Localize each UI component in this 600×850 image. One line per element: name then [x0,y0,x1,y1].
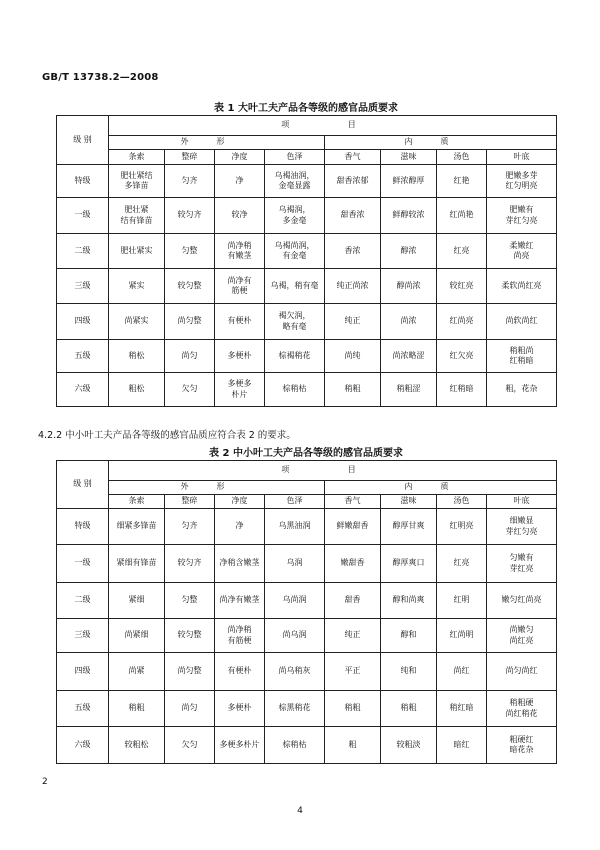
table-cell: 欠匀 [165,727,215,764]
table-cell: 尚乌润 [265,619,325,653]
t1-col-header: 整碎 [165,150,215,165]
table-cell: 粗松 [109,373,165,407]
table-cell: 尚净稍 有嫩茎 [215,234,265,269]
table-cell: 匀嫩有 芽红亮 [487,545,557,583]
table-cell: 较净 [215,198,265,234]
t1-col-header: 叶底 [487,150,557,165]
table-cell: 嫩匀红尚亮 [487,583,557,619]
left-page-number: 2 [42,777,48,787]
table-cell: 肥嫩多芽 红匀明亮 [487,165,557,198]
table-cell: 较粗淡 [381,727,437,764]
table-cell: 红明亮 [437,509,487,545]
table-cell: 净 [215,165,265,198]
t1-col-header: 香气 [325,150,381,165]
table-cell: 肥壮紧结 多锋苗 [109,165,165,198]
table-cell: 匀齐 [165,165,215,198]
table1-caption: 表 1 大叶工夫产品各等级的感官品质要求 [214,103,398,114]
table-cell: 稍红暗 [437,691,487,727]
table-cell: 平正 [325,653,381,691]
table-cell: 尚匀 [165,691,215,727]
table-cell: 多梗朴 [215,691,265,727]
table-cell: 纯正 [325,619,381,653]
grade-cell: 五级 [57,691,109,727]
table-cell: 纯正 [325,304,381,340]
table-row [57,619,557,653]
table-row [57,509,557,545]
table-cell: 乌褐尚润， 有金毫 [265,234,325,269]
table1-group-internal: 内质 [325,136,557,150]
table-cell: 多梗朴 [215,340,265,373]
table-cell: 红尚艳 [437,198,487,234]
table-row [57,727,557,764]
table-cell: 尚乌稍灰 [265,653,325,691]
table2-group-external: 外形 [109,481,325,495]
table-cell: 较匀齐 [165,545,215,583]
table-cell: 红明 [437,583,487,619]
table-cell: 净稍含嫩茎 [215,545,265,583]
table-cell: 肥壮紧 结有锋苗 [109,198,165,234]
table-cell: 紧实 [109,269,165,304]
table2-group-internal: 内质 [325,481,557,495]
table-cell: 甜香浓郁 [325,165,381,198]
grade-cell: 一级 [57,545,109,583]
table-cell: 嫩甜香 [325,545,381,583]
table-cell: 棕褐稍花 [265,340,325,373]
table-row [57,653,557,691]
table-cell: 褐欠润， 略有毫 [265,304,325,340]
table-row [57,304,557,340]
table-cell: 较匀齐 [165,198,215,234]
t1-col-header: 条索 [109,150,165,165]
table-cell: 较红亮 [437,269,487,304]
table-cell: 尚紧实 [109,304,165,340]
grade-cell: 二级 [57,583,109,619]
table-cell: 有梗朴 [215,653,265,691]
t2-col-header: 条索 [109,495,165,509]
table-cell: 匀整 [165,583,215,619]
table-cell: 纯正尚浓 [325,269,381,304]
table-cell: 红尚明 [437,619,487,653]
table-cell: 尚匀整 [165,653,215,691]
table-cell: 尚净稍 有筋梗 [215,619,265,653]
table-cell: 欠匀 [165,373,215,407]
table-cell: 醇尚浓 [381,269,437,304]
table-cell: 多梗多 朴片 [215,373,265,407]
table2-grade-header: 级 别 [57,461,109,509]
table-cell: 尚净有 筋梗 [215,269,265,304]
t2-col-header: 整碎 [165,495,215,509]
grade-cell: 六级 [57,373,109,407]
t2-col-header: 净度 [215,495,265,509]
standard-number: GB/T 13738.2—2008 [42,72,159,83]
table1-item-header: 项 目 [109,116,557,136]
t1-col-header: 滋味 [381,150,437,165]
table-cell: 稍粗 [381,691,437,727]
t1-col-header: 色泽 [265,150,325,165]
table-row [57,583,557,619]
table-cell: 醇和尚爽 [381,583,437,619]
grade-cell: 四级 [57,304,109,340]
table-cell: 尚匀整 [165,304,215,340]
table-cell: 尚净有嫩茎 [215,583,265,619]
table-cell: 稍粗硬 尚红稍花 [487,691,557,727]
table-cell: 红艳 [437,165,487,198]
table-cell: 棕稍枯 [265,727,325,764]
table-cell: 肥嫩有 芽红匀亮 [487,198,557,234]
table-cell: 甜香浓 [325,198,381,234]
grade-cell: 三级 [57,269,109,304]
table-row [57,269,557,304]
t1-col-header: 汤色 [437,150,487,165]
table-cell: 粗，花杂 [487,373,557,407]
table-cell: 紧细 [109,583,165,619]
grade-cell: 特级 [57,165,109,198]
grade-cell: 六级 [57,727,109,764]
table-cell: 稍粗尚 红稍暗 [487,340,557,373]
table-cell: 尚匀 [165,340,215,373]
table-cell: 棕稍枯 [265,373,325,407]
table-cell: 乌褐油润， 金毫显露 [265,165,325,198]
table-cell: 红亮 [437,234,487,269]
table-row [57,198,557,234]
table-cell: 稍松 [109,340,165,373]
table-row [57,340,557,373]
table-cell: 红欠亮 [437,340,487,373]
grade-cell: 五级 [57,340,109,373]
grade-cell: 二级 [57,234,109,269]
table-cell: 柔软尚红亮 [487,269,557,304]
t2-col-header: 汤色 [437,495,487,509]
table-cell: 红亮 [437,545,487,583]
table-cell: 较匀整 [165,619,215,653]
table-row [57,373,557,407]
table-cell: 乌润 [265,545,325,583]
table1-grade-header: 级 别 [57,116,109,165]
table-cell: 细紧多锋苗 [109,509,165,545]
table-cell: 棕黑稍花 [265,691,325,727]
t2-col-header: 滋味 [381,495,437,509]
table-cell: 尚浓 [381,304,437,340]
table-cell: 粗硬红 暗花杂 [487,727,557,764]
table-cell: 稍粗 [109,691,165,727]
t2-col-header: 香气 [325,495,381,509]
page-number: 4 [297,806,303,816]
table-cell: 尚紧 [109,653,165,691]
table-row [57,234,557,269]
table-cell: 尚软尚红 [487,304,557,340]
table-row [57,545,557,583]
table-cell: 尚红 [437,653,487,691]
table-cell: 尚紧细 [109,619,165,653]
table2-caption: 表 2 中小叶工夫产品各等级的感官品质要求 [209,448,403,459]
table-cell: 有梗朴 [215,304,265,340]
table-cell: 尚匀尚红 [487,653,557,691]
t2-col-header: 色泽 [265,495,325,509]
table-cell: 紧细有锋苗 [109,545,165,583]
table-cell: 鲜醇较浓 [381,198,437,234]
table-cell: 暗红 [437,727,487,764]
table-cell: 匀整 [165,234,215,269]
grade-cell: 一级 [57,198,109,234]
table-cell: 粗 [325,727,381,764]
table2-item-header: 项 目 [109,461,557,481]
table-cell: 醇厚爽口 [381,545,437,583]
table-cell: 醇和 [381,619,437,653]
table-cell: 肥壮紧实 [109,234,165,269]
table-cell: 乌褐，稍有毫 [265,269,325,304]
table-cell: 乌尚润 [265,583,325,619]
table-cell: 较匀整 [165,269,215,304]
table-cell: 乌黑油润 [265,509,325,545]
table-cell: 柔嫩红 尚亮 [487,234,557,269]
table-cell: 多梗多朴片 [215,727,265,764]
table-cell: 尚纯 [325,340,381,373]
table-cell: 尚嫩匀 尚红亮 [487,619,557,653]
clause-4-2-2: 4.2.2 中小叶工夫产品各等级的感官品质应符合表 2 的要求。 [38,430,296,441]
table-cell: 稍粗 [325,373,381,407]
table-cell: 醇厚甘爽 [381,509,437,545]
table-cell: 细嫩显 芽红匀亮 [487,509,557,545]
grade-cell: 特级 [57,509,109,545]
table-cell: 稍粗涩 [381,373,437,407]
table-cell: 匀齐 [165,509,215,545]
table2 [56,460,557,764]
table-row [57,691,557,727]
table-row [57,165,557,198]
grade-cell: 四级 [57,653,109,691]
table-cell: 净 [215,509,265,545]
table-cell: 鲜浓醇厚 [381,165,437,198]
table-cell: 纯和 [381,653,437,691]
table1 [56,115,557,407]
grade-cell: 三级 [57,619,109,653]
table-cell: 尚浓略涩 [381,340,437,373]
table1-group-external: 外形 [109,136,325,150]
table-cell: 甜香 [325,583,381,619]
table-cell: 红尚亮 [437,304,487,340]
table-cell: 红稍暗 [437,373,487,407]
table-cell: 稍粗 [325,691,381,727]
table-cell: 较粗松 [109,727,165,764]
table-cell: 乌褐润， 多金毫 [265,198,325,234]
table-cell: 鲜嫩甜香 [325,509,381,545]
table-cell: 醇浓 [381,234,437,269]
t2-col-header: 叶底 [487,495,557,509]
t1-col-header: 净度 [215,150,265,165]
table-cell: 香浓 [325,234,381,269]
